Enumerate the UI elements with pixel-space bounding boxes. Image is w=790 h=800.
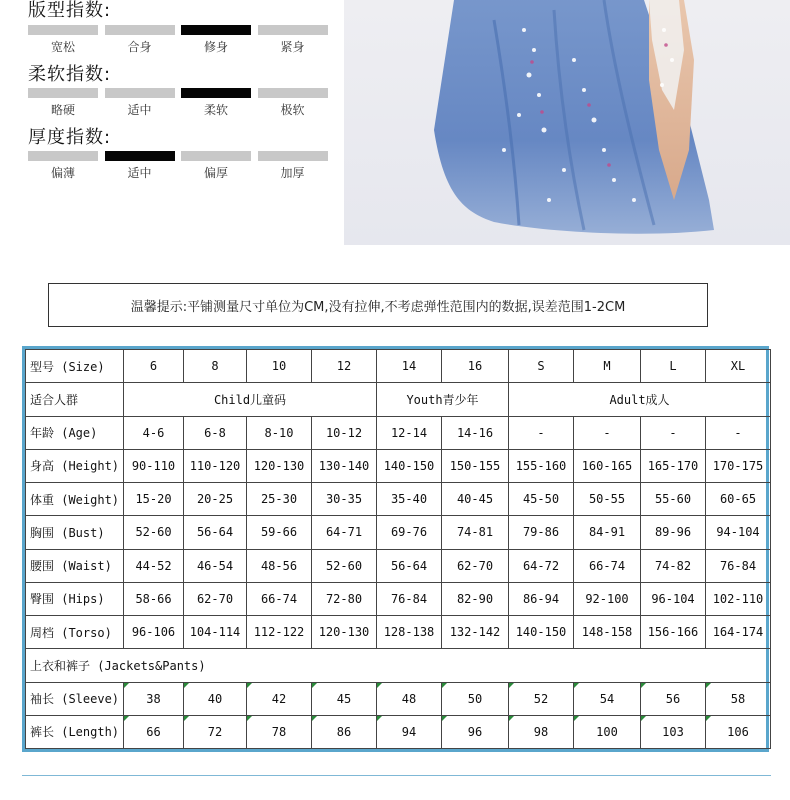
table-cell: - [706,416,771,449]
softness-index-bar-0 [28,88,98,98]
thickness-index-label-0: 偏薄 [50,166,75,180]
table-cell: 164-174 [706,616,771,649]
row-label: 腰围 (Waist) [26,549,124,582]
table-cell: 148-158 [574,616,641,649]
table-row [26,682,771,715]
thickness-index-bar-1 [105,151,175,161]
fit-index-labels [28,38,328,54]
fit-index-label-2: 修身 [203,40,228,54]
softness-index-labels [28,101,328,117]
table-cell: 170-175 [706,449,771,482]
softness-index-label-0: 略硬 [50,103,75,117]
table-cell: 132-142 [442,616,509,649]
thickness-index-title: 厚度指数: [28,127,112,148]
softness-index-title: 柔软指数: [28,64,112,85]
row-label: 年龄 (Age) [26,416,124,449]
thickness-index-labels [28,164,328,180]
table-cell: 42 [247,682,312,715]
fit-index-bars [28,25,328,35]
table-cell: 140-150 [377,449,442,482]
table-cell: 48 [377,682,442,715]
product-photo [344,0,790,245]
size-header-row [26,350,771,383]
table-cell: 66-74 [247,582,312,615]
table-cell: 58-66 [124,582,184,615]
table-cell: 58 [706,682,771,715]
fit-index-label-1: 合身 [127,40,152,54]
table-cell: 62-70 [184,582,247,615]
measurement-notice: 温馨提示:平铺测量尺寸单位为CM,没有拉伸,不考虑弹性范围内的数据,误差范围1-2CM [48,283,708,327]
table-cell: 64-71 [312,516,377,549]
table-cell: 54 [574,682,641,715]
size-header-label: 型号 (Size) [26,350,124,383]
table-cell: 8-10 [247,416,312,449]
table-cell: 55-60 [641,483,706,516]
table-cell: 12-14 [377,416,442,449]
table-cell: 94 [377,715,442,748]
row-label: 体重 (Weight) [26,483,124,516]
table-cell: 128-138 [377,616,442,649]
table-cell: 90-110 [124,449,184,482]
table-cell: 6-8 [184,416,247,449]
table-cell: 79-86 [509,516,574,549]
table-cell: 48-56 [247,549,312,582]
size-header-cell: S [509,350,574,383]
table-cell: 62-70 [442,549,509,582]
thickness-index-label-2: 偏厚 [203,166,228,180]
group-child: Child儿童码 [124,383,377,416]
size-header-cell: 14 [377,350,442,383]
table-cell: 46-54 [184,549,247,582]
section-note: 上衣和裤子 (Jackets&Pants) [26,649,771,682]
section-note-row [26,649,771,682]
table-cell: 86 [312,715,377,748]
table-cell: 112-122 [247,616,312,649]
table-cell: 74-82 [641,549,706,582]
softness-index-bar-1 [105,88,175,98]
table-cell: 103 [641,715,706,748]
thickness-index-bar-0 [28,151,98,161]
size-header-cell: 8 [184,350,247,383]
table-cell: 14-16 [442,416,509,449]
fit-index-label-3: 紧身 [280,40,305,54]
table-cell: 45 [312,682,377,715]
table-row [26,449,771,482]
table-cell: 66 [124,715,184,748]
table-cell: 150-155 [442,449,509,482]
table-cell: 94-104 [706,516,771,549]
table-cell: 52-60 [124,516,184,549]
table-cell: - [574,416,641,449]
table-cell: 102-110 [706,582,771,615]
table-cell: 38 [124,682,184,715]
table-cell: 56 [641,682,706,715]
table-cell: 96 [442,715,509,748]
thickness-index-label-3: 加厚 [280,166,305,180]
softness-index-label-2: 柔软 [203,103,228,117]
table-cell: 52 [509,682,574,715]
table-cell: 104-114 [184,616,247,649]
table-cell: 100 [574,715,641,748]
size-header-cell: L [641,350,706,383]
table-cell: 89-96 [641,516,706,549]
row-label: 裤长 (Length) [26,715,124,748]
table-cell: 52-60 [312,549,377,582]
fit-index-title: 版型指数: [28,0,112,21]
table-cell: 92-100 [574,582,641,615]
table-cell: 86-94 [509,582,574,615]
table-cell: 59-66 [247,516,312,549]
table-cell: 35-40 [377,483,442,516]
table-cell: 64-72 [509,549,574,582]
table-cell: 155-160 [509,449,574,482]
table-cell: 98 [509,715,574,748]
table-row [26,582,771,615]
table-cell: 10-12 [312,416,377,449]
table-cell: 76-84 [706,549,771,582]
row-label: 周档 (Torso) [26,616,124,649]
group-youth: Youth青少年 [377,383,509,416]
softness-index-bar-2 [181,88,251,98]
table-cell: 50 [442,682,509,715]
size-header-cell: 12 [312,350,377,383]
table-cell: 15-20 [124,483,184,516]
thickness-index-label-1: 适中 [127,166,152,180]
table-cell: 78 [247,715,312,748]
table-cell: 156-166 [641,616,706,649]
fit-index-bar-0 [28,25,98,35]
group-adult: Adult成人 [509,383,771,416]
softness-index-bar-3 [258,88,328,98]
table-cell: 30-35 [312,483,377,516]
table-cell: 50-55 [574,483,641,516]
table-cell: 45-50 [509,483,574,516]
table-cell: 76-84 [377,582,442,615]
table-cell: 96-104 [641,582,706,615]
table-cell: 72-80 [312,582,377,615]
row-label: 身高 (Height) [26,449,124,482]
table-cell: 120-130 [312,616,377,649]
table-cell: 40-45 [442,483,509,516]
bottom-divider [22,775,771,776]
table-cell: 40 [184,682,247,715]
table-cell: 82-90 [442,582,509,615]
softness-index-label-3: 极软 [280,103,305,117]
softness-index-label-1: 适中 [127,103,152,117]
table-cell: 84-91 [574,516,641,549]
table-row [26,715,771,748]
fit-index-bar-3 [258,25,328,35]
dress-skirt-illustration [344,0,790,245]
table-row [26,483,771,516]
fit-index-label-0: 宽松 [50,40,75,54]
table-cell: 140-150 [509,616,574,649]
table-cell: - [509,416,574,449]
table-cell: - [641,416,706,449]
group-row-label: 适合人群 [26,383,124,416]
thickness-index-bar-3 [258,151,328,161]
table-cell: 69-76 [377,516,442,549]
table-cell: 60-65 [706,483,771,516]
row-label: 胸围 (Bust) [26,516,124,549]
size-header-cell: 6 [124,350,184,383]
table-cell: 74-81 [442,516,509,549]
fit-index-bar-2 [181,25,251,35]
size-table [22,346,769,752]
table-row [26,616,771,649]
row-label: 袖长 (Sleeve) [26,682,124,715]
table-cell: 66-74 [574,549,641,582]
size-header-cell: XL [706,350,771,383]
fit-index-bar-1 [105,25,175,35]
table-cell: 72 [184,715,247,748]
table-cell: 56-64 [377,549,442,582]
row-label: 臀围 (Hips) [26,582,124,615]
table-cell: 20-25 [184,483,247,516]
table-cell: 106 [706,715,771,748]
table-cell: 130-140 [312,449,377,482]
size-header-cell: 16 [442,350,509,383]
group-row [26,383,771,416]
size-header-cell: 10 [247,350,312,383]
table-cell: 160-165 [574,449,641,482]
table-row [26,549,771,582]
table-cell: 44-52 [124,549,184,582]
thickness-index-bar-2 [181,151,251,161]
table-cell: 4-6 [124,416,184,449]
table-cell: 165-170 [641,449,706,482]
table-cell: 120-130 [247,449,312,482]
table-cell: 25-30 [247,483,312,516]
table-cell: 56-64 [184,516,247,549]
size-header-cell: M [574,350,641,383]
table-row [26,416,771,449]
softness-index-bars [28,88,328,98]
table-row [26,516,771,549]
thickness-index-bars [28,151,328,161]
table-cell: 96-106 [124,616,184,649]
table-cell: 110-120 [184,449,247,482]
